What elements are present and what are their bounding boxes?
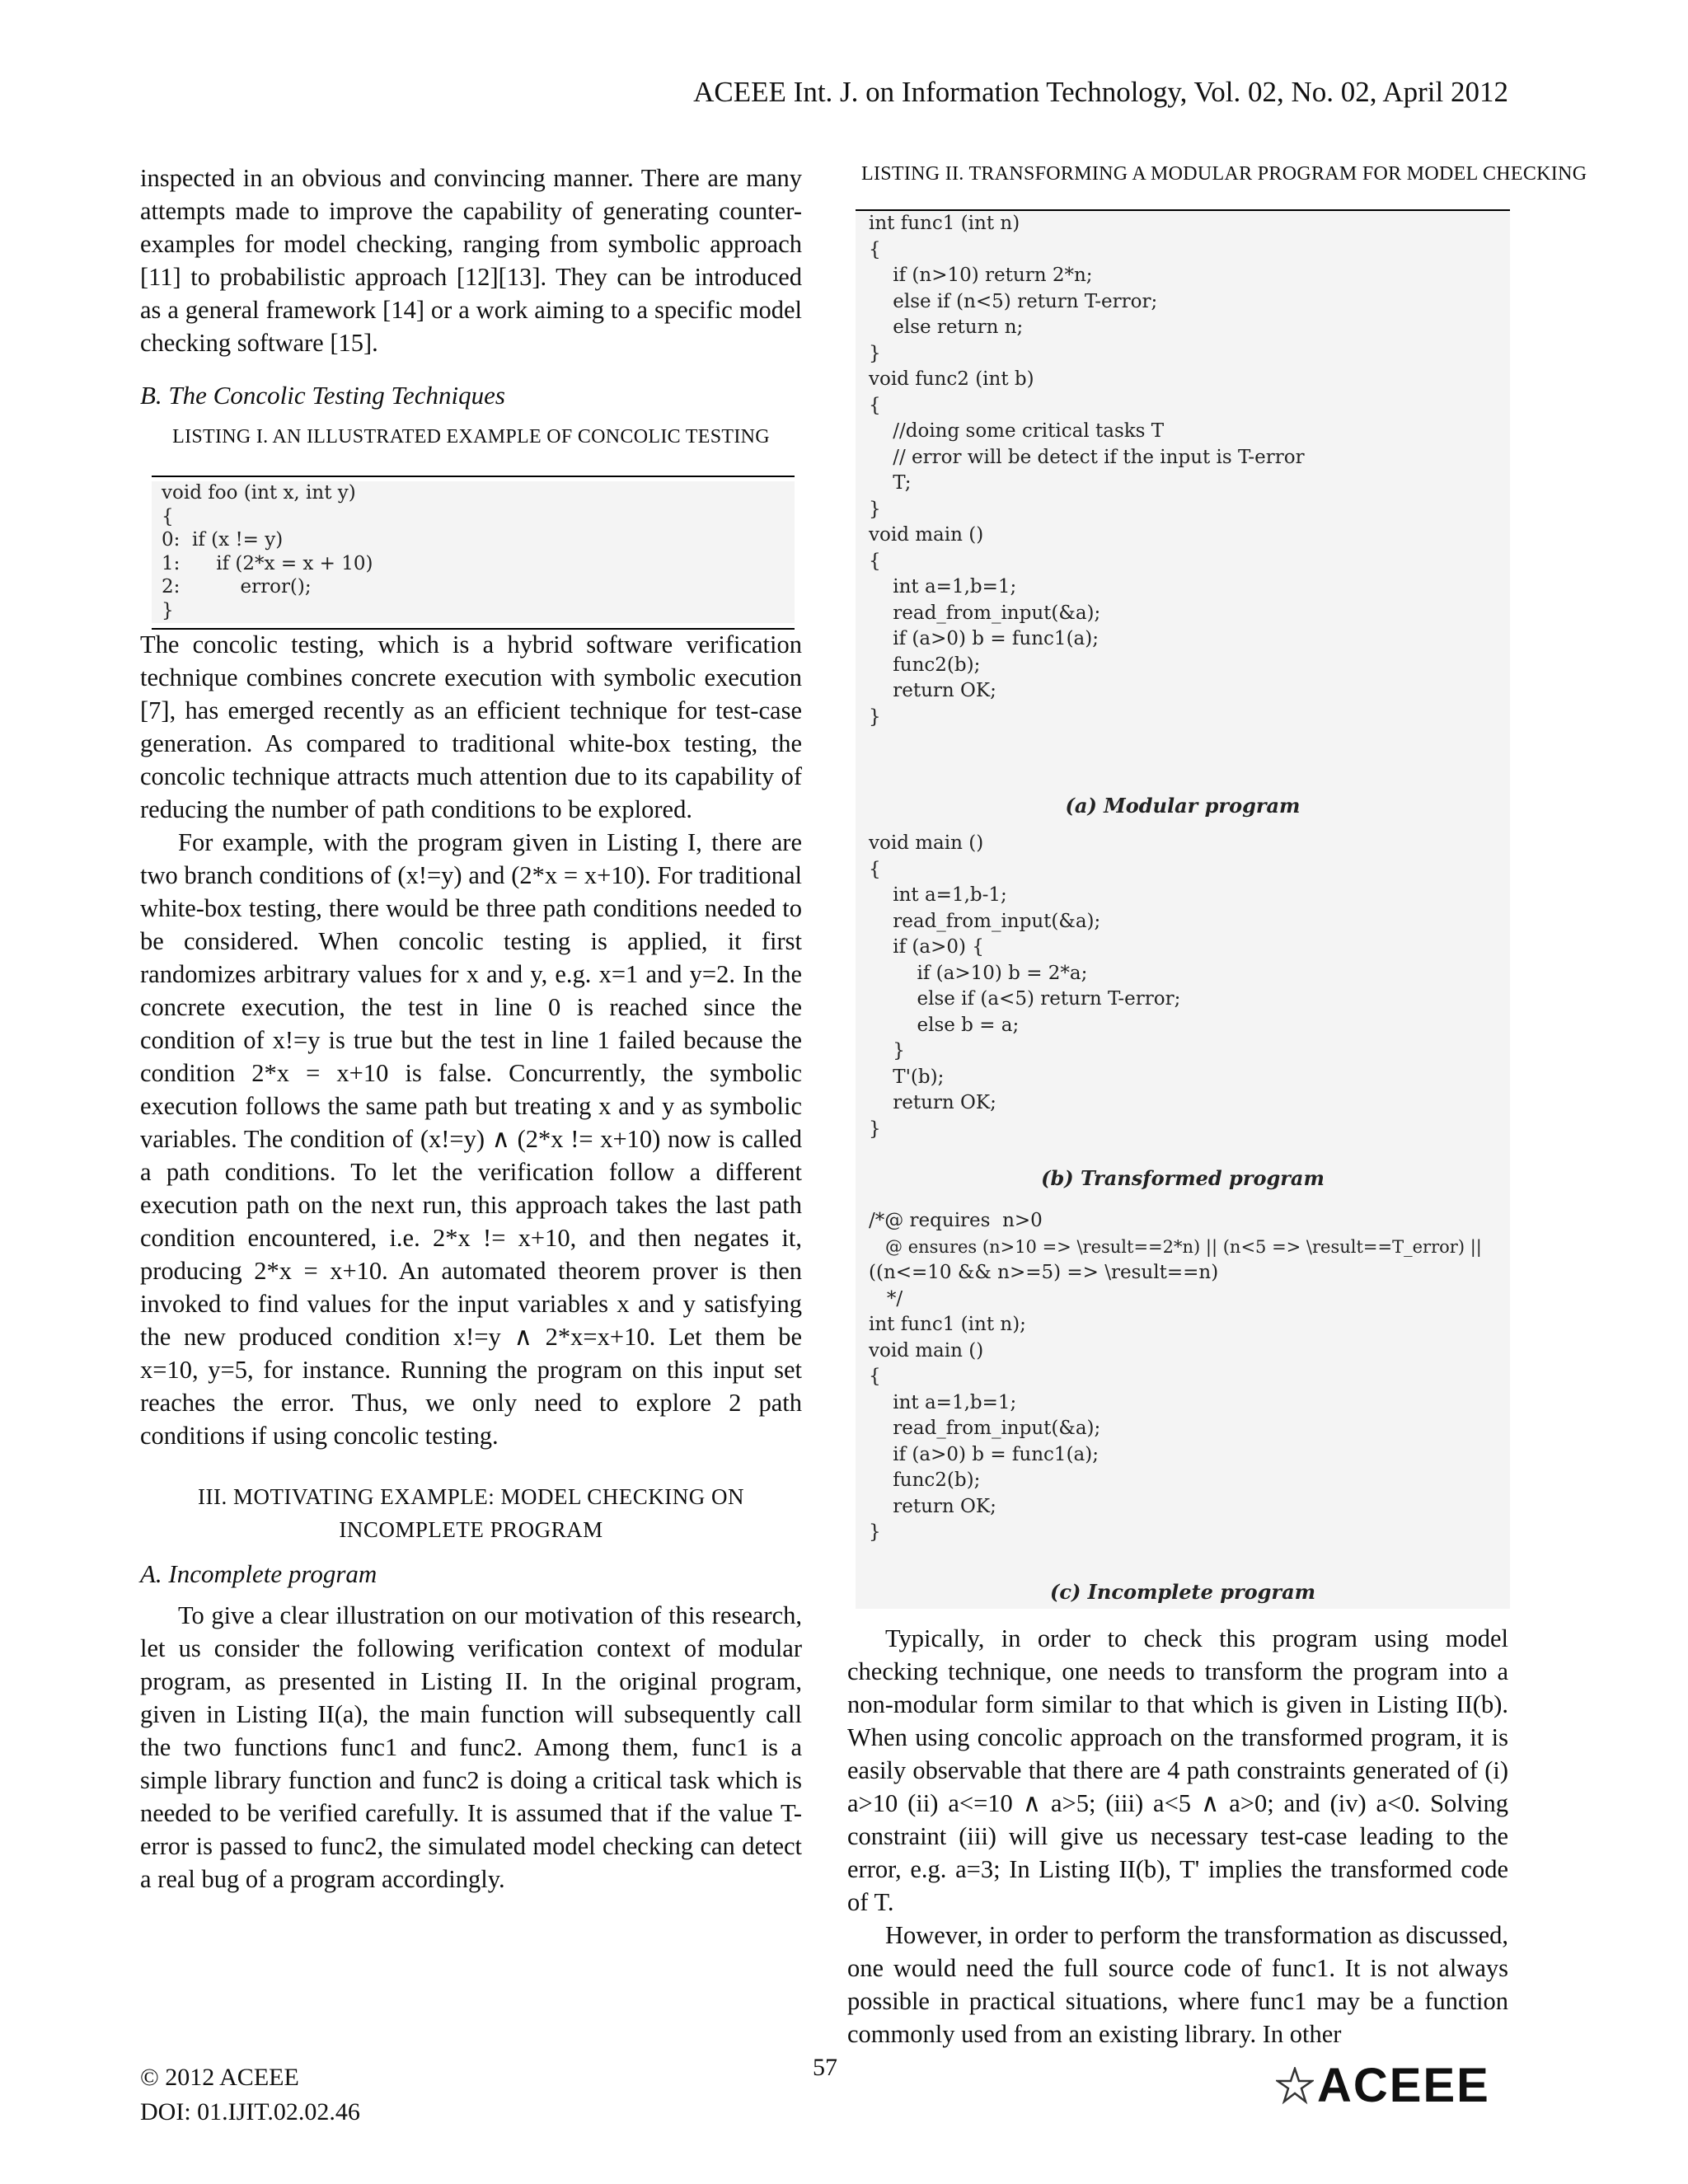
running-head: ACEEE Int. J. on Information Technology, Vol. 02, No. 02, April 2012 — [693, 76, 1508, 108]
publisher-logo — [1276, 2058, 1490, 2113]
code-line: void func2 (int b) — [869, 368, 1034, 390]
code-line: return OK; — [869, 1092, 996, 1113]
code-line: func2(b); — [869, 1469, 981, 1491]
listing1-bottom-rule — [152, 628, 795, 630]
listing2-caption-c: (c) Incomplete program — [1049, 1580, 1316, 1604]
footer-left — [140, 2060, 360, 2130]
listing1-line: 1: if (2*x = x + 10) — [162, 552, 373, 574]
code-line: { — [869, 550, 881, 572]
code-line: { — [869, 1366, 881, 1387]
code-line: //doing some critical tasks T — [869, 420, 1165, 442]
doi: DOI: 01.IJIT.02.02.46 — [140, 2098, 360, 2125]
code-line: ((n<=10 && n>=5) => \result==n) — [869, 1262, 1219, 1283]
code-line: } — [869, 498, 881, 520]
code-line: } — [869, 1118, 881, 1140]
code-line: void main () — [869, 1339, 984, 1361]
listing1-top-rule — [152, 476, 795, 477]
code-line: if (a>0) b = func1(a); — [869, 628, 1099, 649]
code-line: { — [869, 858, 881, 880]
concolic-paragraph-1: The concolic testing, which is a hybrid software verification technique combines concrete execution with symbolic execution [7], has emerged recently as an efficient technique for test-case generation. As compared to traditional white-box testing, the concolic technique attracts much attention due to its capability of reducing the number of path conditions to be explored. — [140, 630, 802, 823]
copyright: © 2012 ACEEE — [140, 2064, 299, 2091]
code-line: int a=1,b=1; — [869, 576, 1017, 598]
code-line: } — [869, 705, 881, 728]
subsection-heading-a: A. Incomplete program — [140, 1559, 377, 1588]
code-line: if (a>0) b = func1(a); — [869, 1443, 1099, 1465]
however-paragraph: However, in order to perform the transformation as discussed, one would need the full source code of func1. It is not always possible in practical situations, where func1 may be a function commonly used from an existing library. In other — [847, 1921, 1508, 2048]
listing2-caption-b: (b) Transformed program — [1041, 1166, 1325, 1190]
code-line: if (n>10) return 2*n; — [869, 265, 1093, 286]
code-line: func2(b); — [869, 654, 981, 676]
code-line: read_from_input(&a); — [869, 1418, 1101, 1439]
code-line: return OK; — [869, 1495, 996, 1517]
concolic-paragraph-2: For example, with the program given in Listing I, there are two branch conditions of (x!=y) and (2*x = x+10). For traditional white-box testing, there would be three path conditions needed to be considered. When concolic testing is applied, it first randomizes arbitrary values for x and y, e.g. x=1 and y=2. In the concrete execution, the test in line 0 is reached since the condition of x!=y is true but the test in line 1 failed because the condition 2*x = x+10 is false. Concurrently, the symbolic execution follows the same path but treating x and y as symbolic variables. The condition of (x!=y) ∧ (2*x != x+10) now is called a path conditions. To let the verification follow a different execution path on the next run, this approach takes the last path condition encountered, i.e. 2*x != x+10, and then negates it, producing 2*x = x+10. An automated theorem prover is then invoked to find values for the input variables x and y satisfying the new produced condition x!=y ∧ 2*x=x+10. Let them be x=10, y=5, for instance. Running the program on this input set reaches the error. Thus, we only need to explore 2 path conditions if using concolic testing. — [140, 828, 802, 1450]
listing2-caption: LISTING II. TRANSFORMING A MODULAR PROGRAM FOR MODEL CHECKING — [861, 163, 1587, 185]
code-line: int a=1,b-1; — [869, 884, 1007, 906]
code-line: else return n; — [869, 316, 1024, 338]
page-number: 57 — [813, 2054, 837, 2081]
listing2-code — [856, 211, 1510, 1609]
code-line: int a=1,b=1; — [869, 1391, 1017, 1413]
listing2-caption-a: (a) Modular program — [1065, 794, 1301, 818]
subsection-heading-b: B. The Concolic Testing Techniques — [140, 381, 505, 410]
listing2-code-c — [869, 1208, 1482, 1546]
code-line: int func1 (int n) — [869, 213, 1020, 234]
star-icon — [1276, 2067, 1314, 2105]
listing1-line: 2: error(); — [162, 576, 312, 598]
right-column — [847, 1622, 1508, 2050]
code-line: T; — [869, 472, 912, 494]
left-column — [140, 162, 802, 1896]
listing2-code-a — [869, 211, 1305, 730]
code-line: @ ensures (n>10 => \result==2*n) || (n<5 => \result==T_error) || — [869, 1236, 1482, 1257]
code-line: read_from_input(&a); — [869, 602, 1101, 624]
section-3-heading: III. MOTIVATING EXAMPLE: MODEL CHECKING ON INCOMPLETE PROGRAM — [198, 1484, 744, 1542]
listing1-line: void foo (int x, int y) — [162, 482, 356, 504]
code-line: } — [869, 1521, 881, 1543]
listing1-code — [152, 481, 795, 623]
code-line: if (a>10) b = 2*a; — [869, 962, 1088, 984]
listing2-code-b — [869, 831, 1180, 1142]
code-line: { — [869, 238, 881, 260]
code-line: if (a>0) { — [869, 936, 984, 958]
code-line: } — [869, 342, 881, 364]
code-line: T'(b); — [869, 1066, 945, 1088]
listing1-line: } — [162, 599, 174, 621]
listing1-line: { — [162, 505, 174, 527]
typically-paragraph: Typically, in order to check this program using model checking technique, one needs to transform the program into a non-modular form similar to that which is given in Listing II(b). When using concolic approach on the transformed program, it is easily observable that there are 4 path constraints generated of (i) a>10 (ii) a<=10 ∧ a>5; (iii) a<5 ∧ a>0; and (iv) a<0. Solving constraint (iii) will give us necessary test-case leading to the error, e.g. a=3; In Listing II(b), T' implies the transformed code of T. — [847, 1624, 1508, 1916]
code-line: */ — [869, 1287, 903, 1310]
listing1-line: 0: if (x != y) — [162, 529, 284, 551]
code-line: { — [869, 394, 881, 416]
intro-paragraph: inspected in an obvious and convincing manner. There are many attempts made to improve the capability of generating counter-examples for model checking, ranging from symbolic approach [11] to probabilistic approach [12][13]. They can be introduced as a general framework [14] or a work aiming to a specific model checking software [15]. — [140, 164, 802, 357]
code-line: void main () — [869, 524, 984, 546]
code-line: void main () — [869, 832, 984, 854]
code-line: } — [869, 1040, 905, 1062]
code-line: else b = a; — [869, 1014, 1020, 1036]
code-line: else if (a<5) return T-error; — [869, 988, 1181, 1010]
code-line: read_from_input(&a); — [869, 910, 1101, 932]
code-line: // error will be detect if the input is T-error — [869, 446, 1305, 468]
code-line: return OK; — [869, 680, 996, 701]
code-line: else if (n<5) return T-error; — [869, 290, 1158, 312]
logo-text: ACEEE — [1317, 2059, 1490, 2112]
listing1-caption: LISTING I. AN ILLUSTRATED EXAMPLE OF CONCOLIC TESTING — [172, 426, 770, 448]
code-line: /*@ requires n>0 — [869, 1210, 1043, 1231]
code-line: int func1 (int n); — [869, 1314, 1026, 1335]
incomplete-program-paragraph: To give a clear illustration on our motivation of this research, let us consider the following verification context of modular program, as presented in Listing II. In the original program, given in Listing II(a), the main function will subsequently call the two functions func1 and func2. Among them, func1 is a simple library function and func2 is doing a critical task which is needed to be verified carefully. It is assumed that if the value T-error is passed to func2, the simulated model checking can detect a real bug of a program accordingly. — [140, 1601, 802, 1893]
